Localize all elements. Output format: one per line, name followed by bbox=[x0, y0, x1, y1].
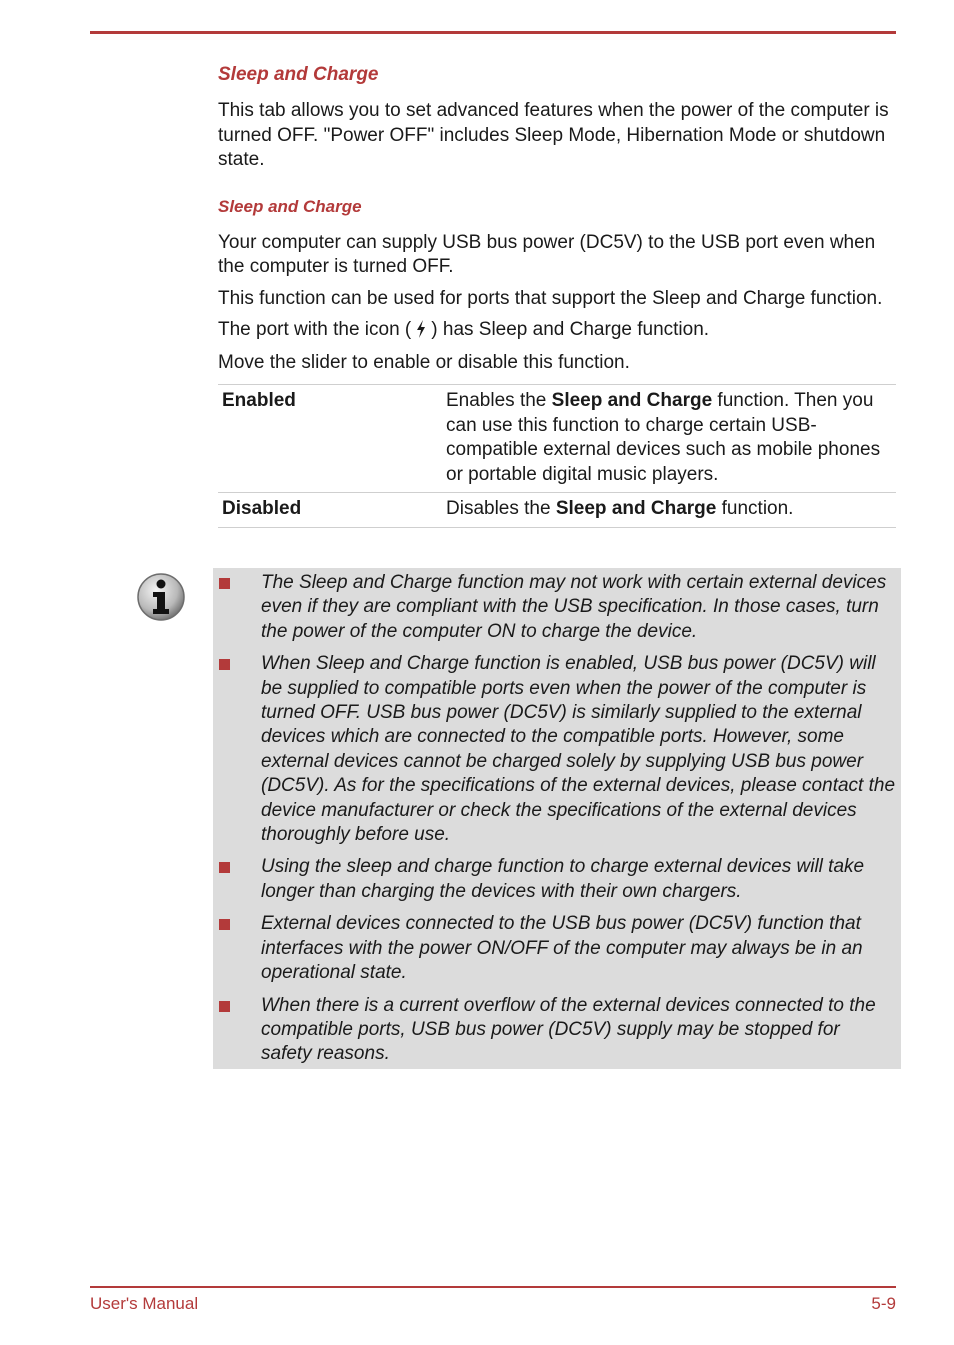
supply-paragraph: Your computer can supply USB bus power (DC5V) to the USB port even when the computer is turned OFF. bbox=[218, 231, 876, 277]
note-box bbox=[213, 568, 901, 1069]
icon-paragraph-before: The port with the icon ( bbox=[218, 319, 412, 340]
list-item bbox=[213, 652, 901, 847]
slider-paragraph: Move the slider to enable or disable this function. bbox=[218, 351, 630, 373]
bullet-square-icon bbox=[219, 578, 230, 589]
row-label: Enabled bbox=[218, 385, 442, 493]
intro-paragraph: This tab allows you to set advanced features when the power of the computer is turned OFF. "Power OFF" includes Sleep Mode, Hibernation Mode or shutdown state. bbox=[218, 100, 889, 170]
row-description bbox=[442, 385, 896, 493]
note-text: External devices connected to the USB bus power (DC5V) function that interfaces with the power ON/OFF of the computer may always be in an operational state. bbox=[261, 913, 863, 984]
desc-bold: Sleep and Charge bbox=[551, 390, 713, 411]
bullet-square-icon bbox=[219, 659, 230, 670]
footer-manual-label: User's Manual bbox=[90, 1294, 199, 1313]
footer-rule bbox=[90, 1286, 896, 1288]
section-title: Sleep and Charge bbox=[218, 64, 379, 85]
row-label: Disabled bbox=[218, 493, 442, 528]
icon-paragraph-after: ) has Sleep and Charge function. bbox=[431, 319, 710, 340]
info-icon bbox=[136, 572, 186, 622]
note-list bbox=[213, 571, 901, 1075]
note-text: When Sleep and Charge function is enabled, USB bus power (DC5V) will be supplied to compatible ports even when the power of the computer is turned OFF. USB bus power (DC5V) is similarly supplied to the external devices which are connected to the compatible ports. However, some external devices cannot be charged solely by supplying USB bus power (DC5V). As for the specifications of the external devices, please contact the device manufacturer or check the specifications of the external devices thoroughly before use. bbox=[261, 653, 896, 846]
lightning-bolt-icon bbox=[415, 320, 427, 338]
subsection-title: Sleep and Charge bbox=[218, 196, 362, 216]
icon-paragraph bbox=[218, 318, 898, 343]
row-description bbox=[442, 493, 896, 528]
table-row bbox=[218, 385, 896, 493]
desc-text: function. Then you can use this function to charge certain USB-compatible external devices such as mobile phones or portable digital music players. bbox=[446, 390, 881, 485]
list-item bbox=[213, 912, 901, 985]
note-text: Using the sleep and charge function to charge external devices will take longer than charging the devices with their own chargers. bbox=[261, 856, 865, 902]
desc-text: Enables the bbox=[446, 390, 552, 411]
desc-text: function. bbox=[716, 498, 794, 519]
note-text: The Sleep and Charge function may not work with certain external devices even if they are compliant with the USB specification. In those cases, turn the power of the computer ON to charge the device. bbox=[261, 572, 887, 642]
desc-text: Disables the bbox=[446, 498, 556, 519]
bullet-square-icon bbox=[219, 1001, 230, 1012]
options-table bbox=[218, 384, 896, 528]
bullet-square-icon bbox=[219, 919, 230, 930]
note-text: When there is a current overflow of the external devices connected to the compatible ports, USB bus power (DC5V) supply may be stopped for safety reasons. bbox=[261, 994, 876, 1065]
page-number: 5-9 bbox=[871, 1294, 896, 1313]
desc-bold: Sleep and Charge bbox=[555, 498, 717, 519]
bullet-square-icon bbox=[219, 862, 230, 873]
list-item bbox=[213, 571, 901, 644]
list-item bbox=[213, 855, 901, 904]
main-content bbox=[218, 60, 898, 528]
ports-paragraph: This function can be used for ports that support the Sleep and Charge function. bbox=[218, 287, 883, 309]
list-item bbox=[213, 994, 901, 1067]
table-row bbox=[218, 493, 896, 528]
header-rule bbox=[90, 31, 896, 34]
